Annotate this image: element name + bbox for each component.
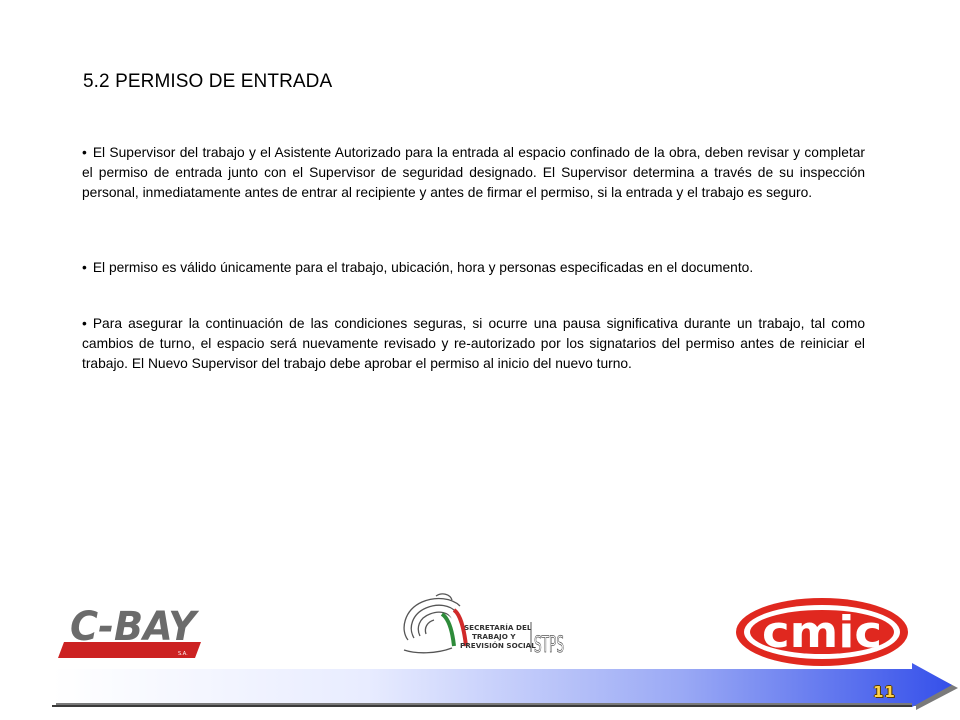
paragraph-2-text: El permiso es válido únicamente para el trabajo, ubicación, hora y personas especificadas en el documento. [92, 260, 754, 275]
bullet-icon: • [82, 260, 87, 275]
slide-title: 5.2 PERMISO DE ENTRADA [83, 71, 333, 92]
paragraph-2 [82, 258, 865, 278]
page-number: 11 [873, 683, 896, 701]
bullet-icon: • [82, 316, 87, 331]
paragraph-1-text: El Supervisor del trabajo y el Asistente Autorizado para la entrada al espacio confinado de la obra, deben revisar y completar el permiso de entrada junto con el Supervisor de seguridad designado. El Supervisor determina a través de su inspección personal, inmediatamente antes de entrar al recipiente y antes de firmar el permiso, si la entrada y el trabajo es seguro. [82, 145, 865, 200]
cmic-logo [735, 596, 910, 668]
cbay-logo [56, 598, 201, 662]
stps-abbr: STPS [534, 633, 564, 658]
svg-text:C-BAY: C-BAY [70, 604, 200, 650]
stps-line3: PREVISIÓN SOCIAL [460, 641, 536, 650]
paragraph-1 [82, 143, 865, 203]
svg-text:S.A.: S.A. [178, 651, 188, 657]
stps-line1: SECRETARÍA DEL [464, 623, 532, 632]
stps-line2: TRABAJO Y [472, 632, 516, 641]
paragraph-3 [82, 314, 865, 374]
bullet-icon: • [82, 145, 87, 160]
cmic-text: cmic [762, 607, 882, 658]
stps-logo [396, 588, 566, 664]
footer-arrow-bar [0, 660, 960, 720]
paragraph-3-text: Para asegurar la continuación de las condiciones seguras, si ocurre una pausa significativa durante un trabajo, tal como cambios de turno, el espacio será nuevamente revisado y re-autorizado por los signatarios del permiso antes de reiniciar el trabajo. El Nuevo Supervisor del trabajo debe aprobar el permiso al inicio del nuevo turno. [82, 316, 865, 371]
